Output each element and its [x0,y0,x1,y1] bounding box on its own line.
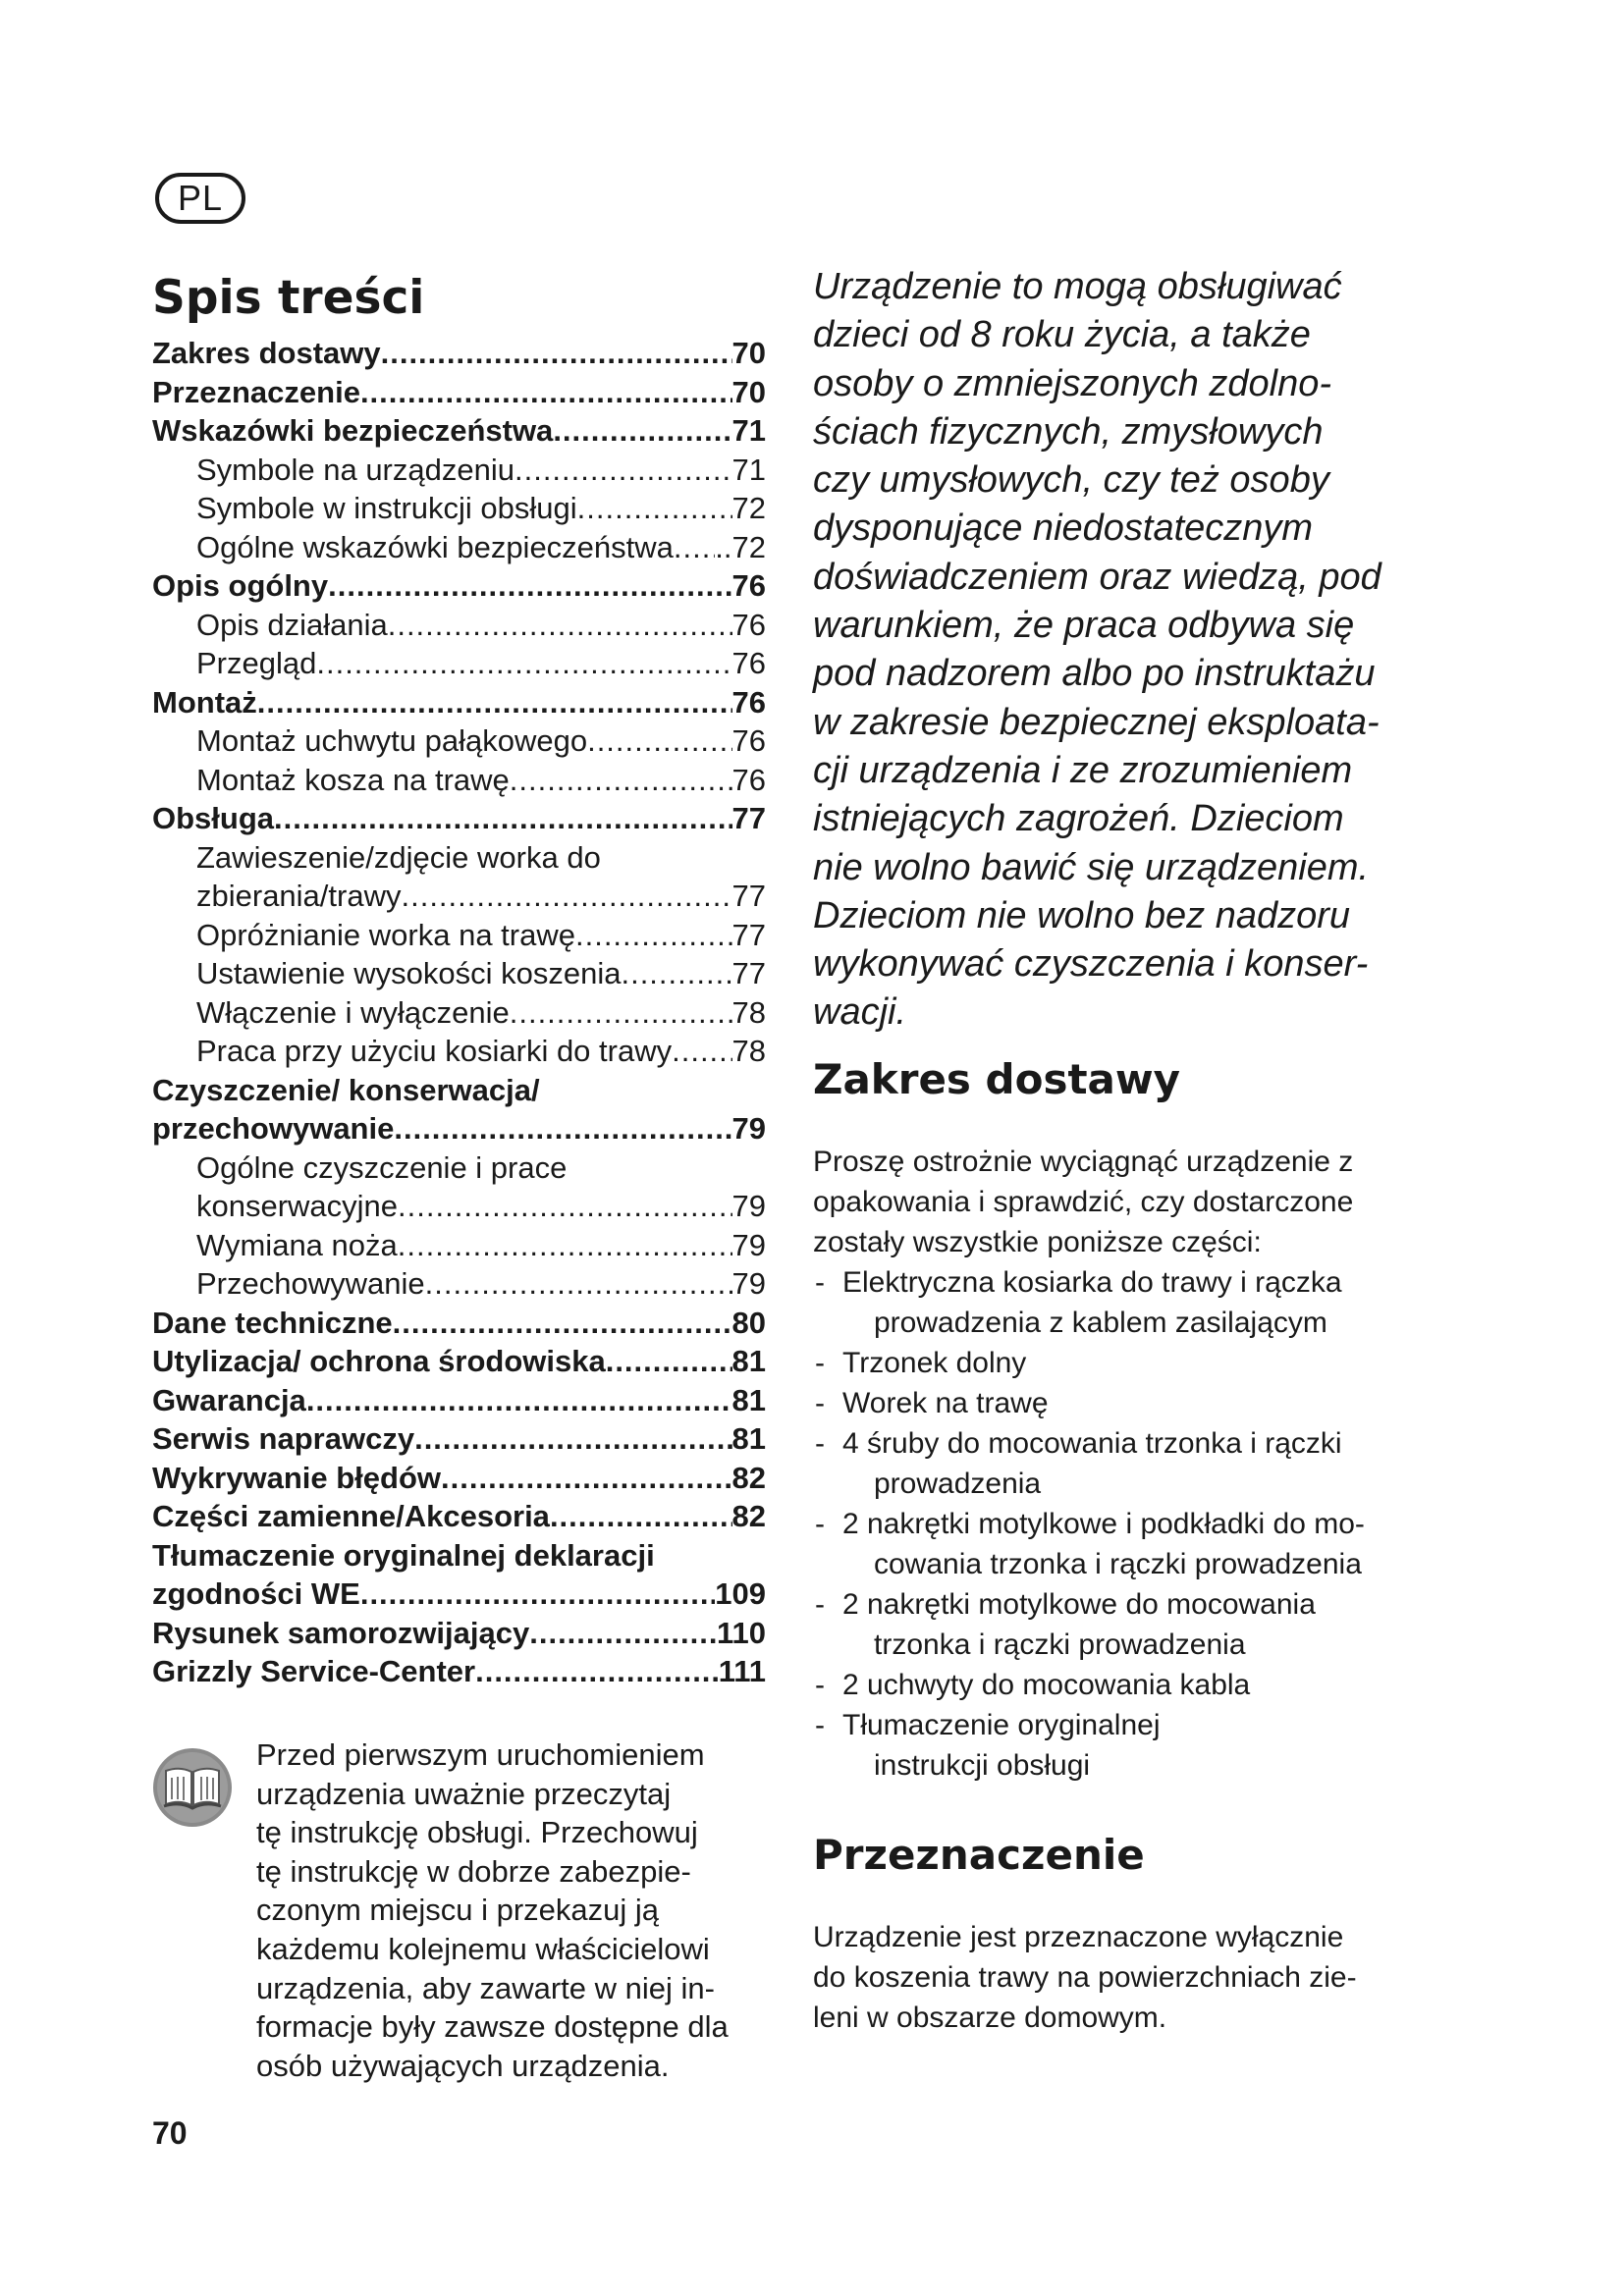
toc-entry [152,1032,766,1071]
toc-entry-page: 76 [731,646,766,680]
toc-leader-dots [510,993,732,1033]
toc-leader-dots [553,411,731,451]
toc-entry-page: 81 [731,1421,766,1456]
toc-leader-dots [274,799,732,838]
toc-entry-label-line: Tłumaczenie oryginalnej deklaracji [152,1537,655,1573]
toc-entry-label: Grizzly Service-Center [152,1654,476,1688]
toc-entry-label: Włączenie i wyłączenie [196,994,510,1030]
purpose-heading: Przeznaczenie [813,1830,1145,1879]
toc-entry [152,683,766,722]
toc-entry [152,566,766,606]
delivery-item [813,1262,1441,1343]
toc-leader-dots [510,761,732,800]
toc-entry-label: Montaż kosza na trawę [196,762,510,797]
delivery-item-continuation: cowania trzonka i rączki prowadzenia [874,1547,1362,1580]
toc-entry-label: Części zamienne/Akcesoria [152,1499,550,1533]
toc-leader-dots [257,683,732,722]
toc-leader-dots [550,1497,732,1536]
toc-entry-label: Opis ogólny [152,568,329,603]
toc-entry-page: 71 [731,452,766,487]
delivery-item [813,1343,1441,1383]
warning-line: dzieci od 8 roku życia, a także [813,314,1311,356]
purpose-line: do koszenia trawy na powierzchniach zie- [813,1960,1357,1994]
delivery-item-text: - 2 uchwyty do mocowania kabla [842,1668,1251,1701]
toc-entry-label: Opróżnianie worka na trawę [196,917,575,952]
right-column [813,263,1441,2038]
delivery-item-text: - Elektryczna kosiarka do trawy i rączka [842,1265,1342,1299]
toc-entry-page: 77 [731,801,766,835]
toc-entry [152,954,766,993]
delivery-item [813,1665,1441,1705]
warning-line: czy umysłowych, czy też osoby [813,459,1329,502]
warning-line: dysponujące niedostatecznym [813,507,1314,550]
toc-entry-page: 79 [731,1227,766,1262]
toc-entry-label-line: Zawieszenie/zdjęcie worka do [196,839,601,875]
notice-line: urządzenia uważnie przeczytaj [256,1776,672,1811]
toc-leader-dots [398,1187,731,1226]
toc-entry [152,1226,766,1265]
toc-entry-label: Przechowywanie [196,1266,425,1301]
toc-entry [152,1187,766,1226]
warning-line: pod nadzorem albo po instruktażu [813,653,1376,695]
toc-leader-dots [414,1419,731,1459]
toc-entry-page: 76 [731,607,766,642]
toc-leader-dots [475,1652,719,1691]
language-badge: PL [155,173,245,224]
toc-entry [152,1342,766,1381]
toc-title: Spis treści [152,271,425,325]
toc-leader-dots [575,916,732,955]
delivery-item [813,1705,1441,1786]
toc-leader-dots [306,1381,732,1420]
delivery-intro-line: opakowania i sprawdzić, czy dostarczone [813,1185,1354,1218]
toc-entry-label: Obsługa [152,801,275,835]
toc-entry [152,916,766,955]
delivery-item-text: - Worek na trawę [842,1386,1049,1419]
delivery-item [813,1504,1441,1584]
warning-line: ściach fizycznych, zmysłowych [813,410,1324,453]
toc-entry [152,606,766,645]
delivery-item-continuation: prowadzenia z kablem zasilającym [874,1306,1327,1339]
toc-entry-page: 76 [731,762,766,797]
toc-leader-dots [360,373,732,412]
toc-entry-page: 79 [731,1266,766,1301]
delivery-item-text: - Trzonek dolny [842,1346,1027,1379]
toc-entry-label: Opis działania [196,607,388,642]
toc-entry-page: 82 [731,1499,766,1533]
toc-entry [152,1614,766,1653]
delivery-intro [813,1142,1441,1262]
manual-book-icon [152,1747,233,1828]
toc-leader-dots [425,1264,732,1304]
toc-entry [152,373,766,412]
toc-entry-label: Przeznaczenie [152,374,360,409]
toc-entry-label: Serwis naprawczy [152,1421,415,1456]
toc-entry [152,721,766,761]
page-number: 70 [152,2115,188,2151]
toc-entry-label-line: Czyszczenie/ konserwacja/ [152,1072,540,1107]
toc-entry-label: przechowywanie [152,1111,395,1146]
toc-entry-page: 78 [731,1034,766,1068]
toc-entry-page: 79 [731,1189,766,1223]
toc-entry-page: 70 [731,374,766,409]
notice-text [256,1735,777,2085]
toc-leader-dots [672,1032,731,1071]
toc-entry-page: 82 [731,1460,766,1495]
delivery-item-continuation: prowadzenia [874,1467,1042,1500]
toc-entry [152,761,766,800]
toc-entry [152,877,766,916]
toc-leader-dots [401,877,731,916]
toc-entry [152,411,766,451]
toc-entry-label: konserwacyjne [196,1189,399,1223]
notice-line: urządzenia, aby zawarte w niej in- [256,1970,715,2005]
toc-entry [152,1381,766,1420]
toc-entry [152,1264,766,1304]
toc-leader-dots [441,1459,732,1498]
children-safety-warning [813,263,1441,1038]
table-of-contents [152,269,766,1691]
toc-leader-dots [674,528,715,567]
delivery-heading: Zakres dostawy [813,1054,1181,1103]
toc-entry-label: Dane techniczne [152,1305,393,1340]
toc-entry-label-line: Ogólne czyszczenie i prace [196,1149,568,1185]
toc-entry-page: 110 [716,1615,766,1650]
toc-entry-label: Ogólne wskazówki bezpieczeństwa [196,529,674,564]
toc-leader-dots [606,1342,732,1381]
notice-line: tę instrukcję w dobrze zabezpie- [256,1853,691,1889]
toc-leader-dots [577,489,732,528]
toc-leader-dots [621,954,731,993]
delivery-item [813,1383,1441,1423]
delivery-intro-line: Proszę ostrożnie wyciągnąć urządzenie z [813,1145,1354,1178]
toc-entry-label: Przegląd [196,646,317,680]
toc-leader-dots [394,1109,731,1148]
delivery-item-text: - Tłumaczenie oryginalnej [842,1708,1161,1741]
toc-entry-page: 77 [731,956,766,990]
toc-entry-label: zbierania/trawy [196,879,402,913]
notice-line: formacje były zawsze dostępne dla [256,2009,729,2045]
delivery-item-text: - 4 śruby do mocowania trzonka i rączki [842,1426,1342,1460]
notice-line: czonym miejscu i przekazuj ją [256,1893,660,1928]
toc-entry [152,334,766,373]
toc-leader-dots [328,566,731,606]
toc-entry [152,1419,766,1459]
toc-entry-label: Symbole na urządzeniu [196,452,514,487]
delivery-item [813,1584,1441,1665]
toc-entry-label: Utylizacja/ ochrona środowiska [152,1344,606,1378]
purpose-line: Urządzenie jest przeznaczone wyłącznie [813,1920,1344,1953]
warning-line: wacji. [813,991,907,1034]
toc-entry-page: 71 [731,413,766,448]
toc-list [152,334,766,1691]
warning-line: Urządzenie to mogą obsługiwać [813,266,1342,307]
toc-entry-page: 70 [731,336,766,370]
toc-entry-label: Montaż uchwytu pałąkowego [196,723,588,758]
toc-entry [152,644,766,683]
toc-entry-page: 76 [731,568,766,603]
delivery-item [813,1423,1441,1504]
toc-leader-dots [316,644,731,683]
notice-line: Przed pierwszym uruchomieniem [256,1737,705,1772]
warning-line: warunkiem, że praca odbywa się [813,605,1355,647]
delivery-item-continuation: trzonka i rączki prowadzenia [874,1628,1246,1661]
delivery-item-text: - 2 nakrętki motylkowe do mocowania [842,1587,1316,1621]
purpose-line: leni w obszarze domowym. [813,2001,1167,2034]
toc-leader-dots [514,451,732,490]
toc-leader-dots [381,334,732,373]
purpose-text [813,1917,1441,2038]
toc-entry-label: Rysunek samorozwijający [152,1615,530,1650]
warning-line: Dzieciom nie wolno bez nadzoru [813,894,1351,936]
toc-entry [152,1459,766,1498]
toc-entry-page: 78 [731,994,766,1030]
toc-entry-page: 76 [731,684,766,720]
toc-entry-label: Ustawienie wysokości koszenia [196,956,622,990]
notice-line: każdemu kolejnemu właścicielowi [256,1931,710,1966]
warning-line: osoby o zmniejszonych zdolno- [813,362,1332,404]
toc-entry-label: Zakres dostawy [152,336,381,370]
toc-entry [152,1109,766,1148]
toc-leader-dots [587,721,731,761]
toc-entry [152,451,766,490]
notice-line: tę instrukcję obsługi. Przechowuj [256,1815,698,1850]
warning-line: nie wolno bawić się urządzeniem. [813,846,1370,888]
warning-line: cji urządzenia i ze zrozumieniem [813,749,1353,791]
warning-line: wykonywać czyszczenia i konser- [813,943,1369,986]
toc-entry-page: 77 [731,879,766,913]
toc-entry-label: Montaż [152,684,257,720]
toc-leader-dots [398,1226,732,1265]
toc-entry-page: 79 [731,1111,766,1146]
delivery-item-text: - 2 nakrętki motylkowe i podkładki do mo- [842,1507,1365,1540]
toc-leader-dots [529,1614,717,1653]
toc-entry [152,1652,766,1691]
toc-entry [152,1304,766,1343]
toc-entry-label: Praca przy użyciu kosiarki do trawy [196,1034,673,1068]
toc-entry-page: 77 [731,917,766,952]
delivery-intro-line: zostały wszystkie poniższe części: [813,1225,1262,1258]
toc-entry-page: 76 [731,723,766,758]
toc-entry [152,1497,766,1536]
toc-entry-page: 109 [715,1576,766,1611]
toc-entry [152,993,766,1033]
toc-entry-label: Wymiana noża [196,1227,398,1262]
toc-entry-label: Symbole w instrukcji obsługi [196,491,577,525]
toc-leader-dots [360,1575,715,1614]
delivery-list [813,1262,1441,1786]
toc-entry [152,799,766,838]
warning-line: istniejących zagrożeń. Dzieciom [813,798,1344,840]
toc-entry-page: 81 [731,1382,766,1417]
toc-entry [152,489,766,528]
toc-leader-dots [393,1304,732,1343]
toc-entry-label: zgodności WE [152,1576,360,1611]
notice-line: osób używających urządzenia. [256,2048,670,2083]
toc-entry [152,528,766,567]
toc-entry-page: 80 [731,1305,766,1340]
toc-entry-page: 81 [731,1344,766,1378]
toc-entry [152,1575,766,1614]
toc-entry-label: Wskazówki bezpieczeństwa [152,413,554,448]
toc-entry-label: Wykrywanie błędów [152,1460,442,1495]
toc-entry-page: 111 [718,1654,766,1688]
delivery-item-continuation: instrukcji obsługi [874,1748,1091,1782]
toc-entry-page: 72 [731,491,766,525]
warning-line: doświadczeniem oraz wiedzą, pod [813,556,1381,598]
toc-entry-label: Gwarancja [152,1382,306,1417]
toc-leader-dots [388,606,732,645]
toc-entry-page: ..72 [715,529,766,564]
warning-line: w zakresie bezpiecznej eksploata- [813,701,1380,743]
